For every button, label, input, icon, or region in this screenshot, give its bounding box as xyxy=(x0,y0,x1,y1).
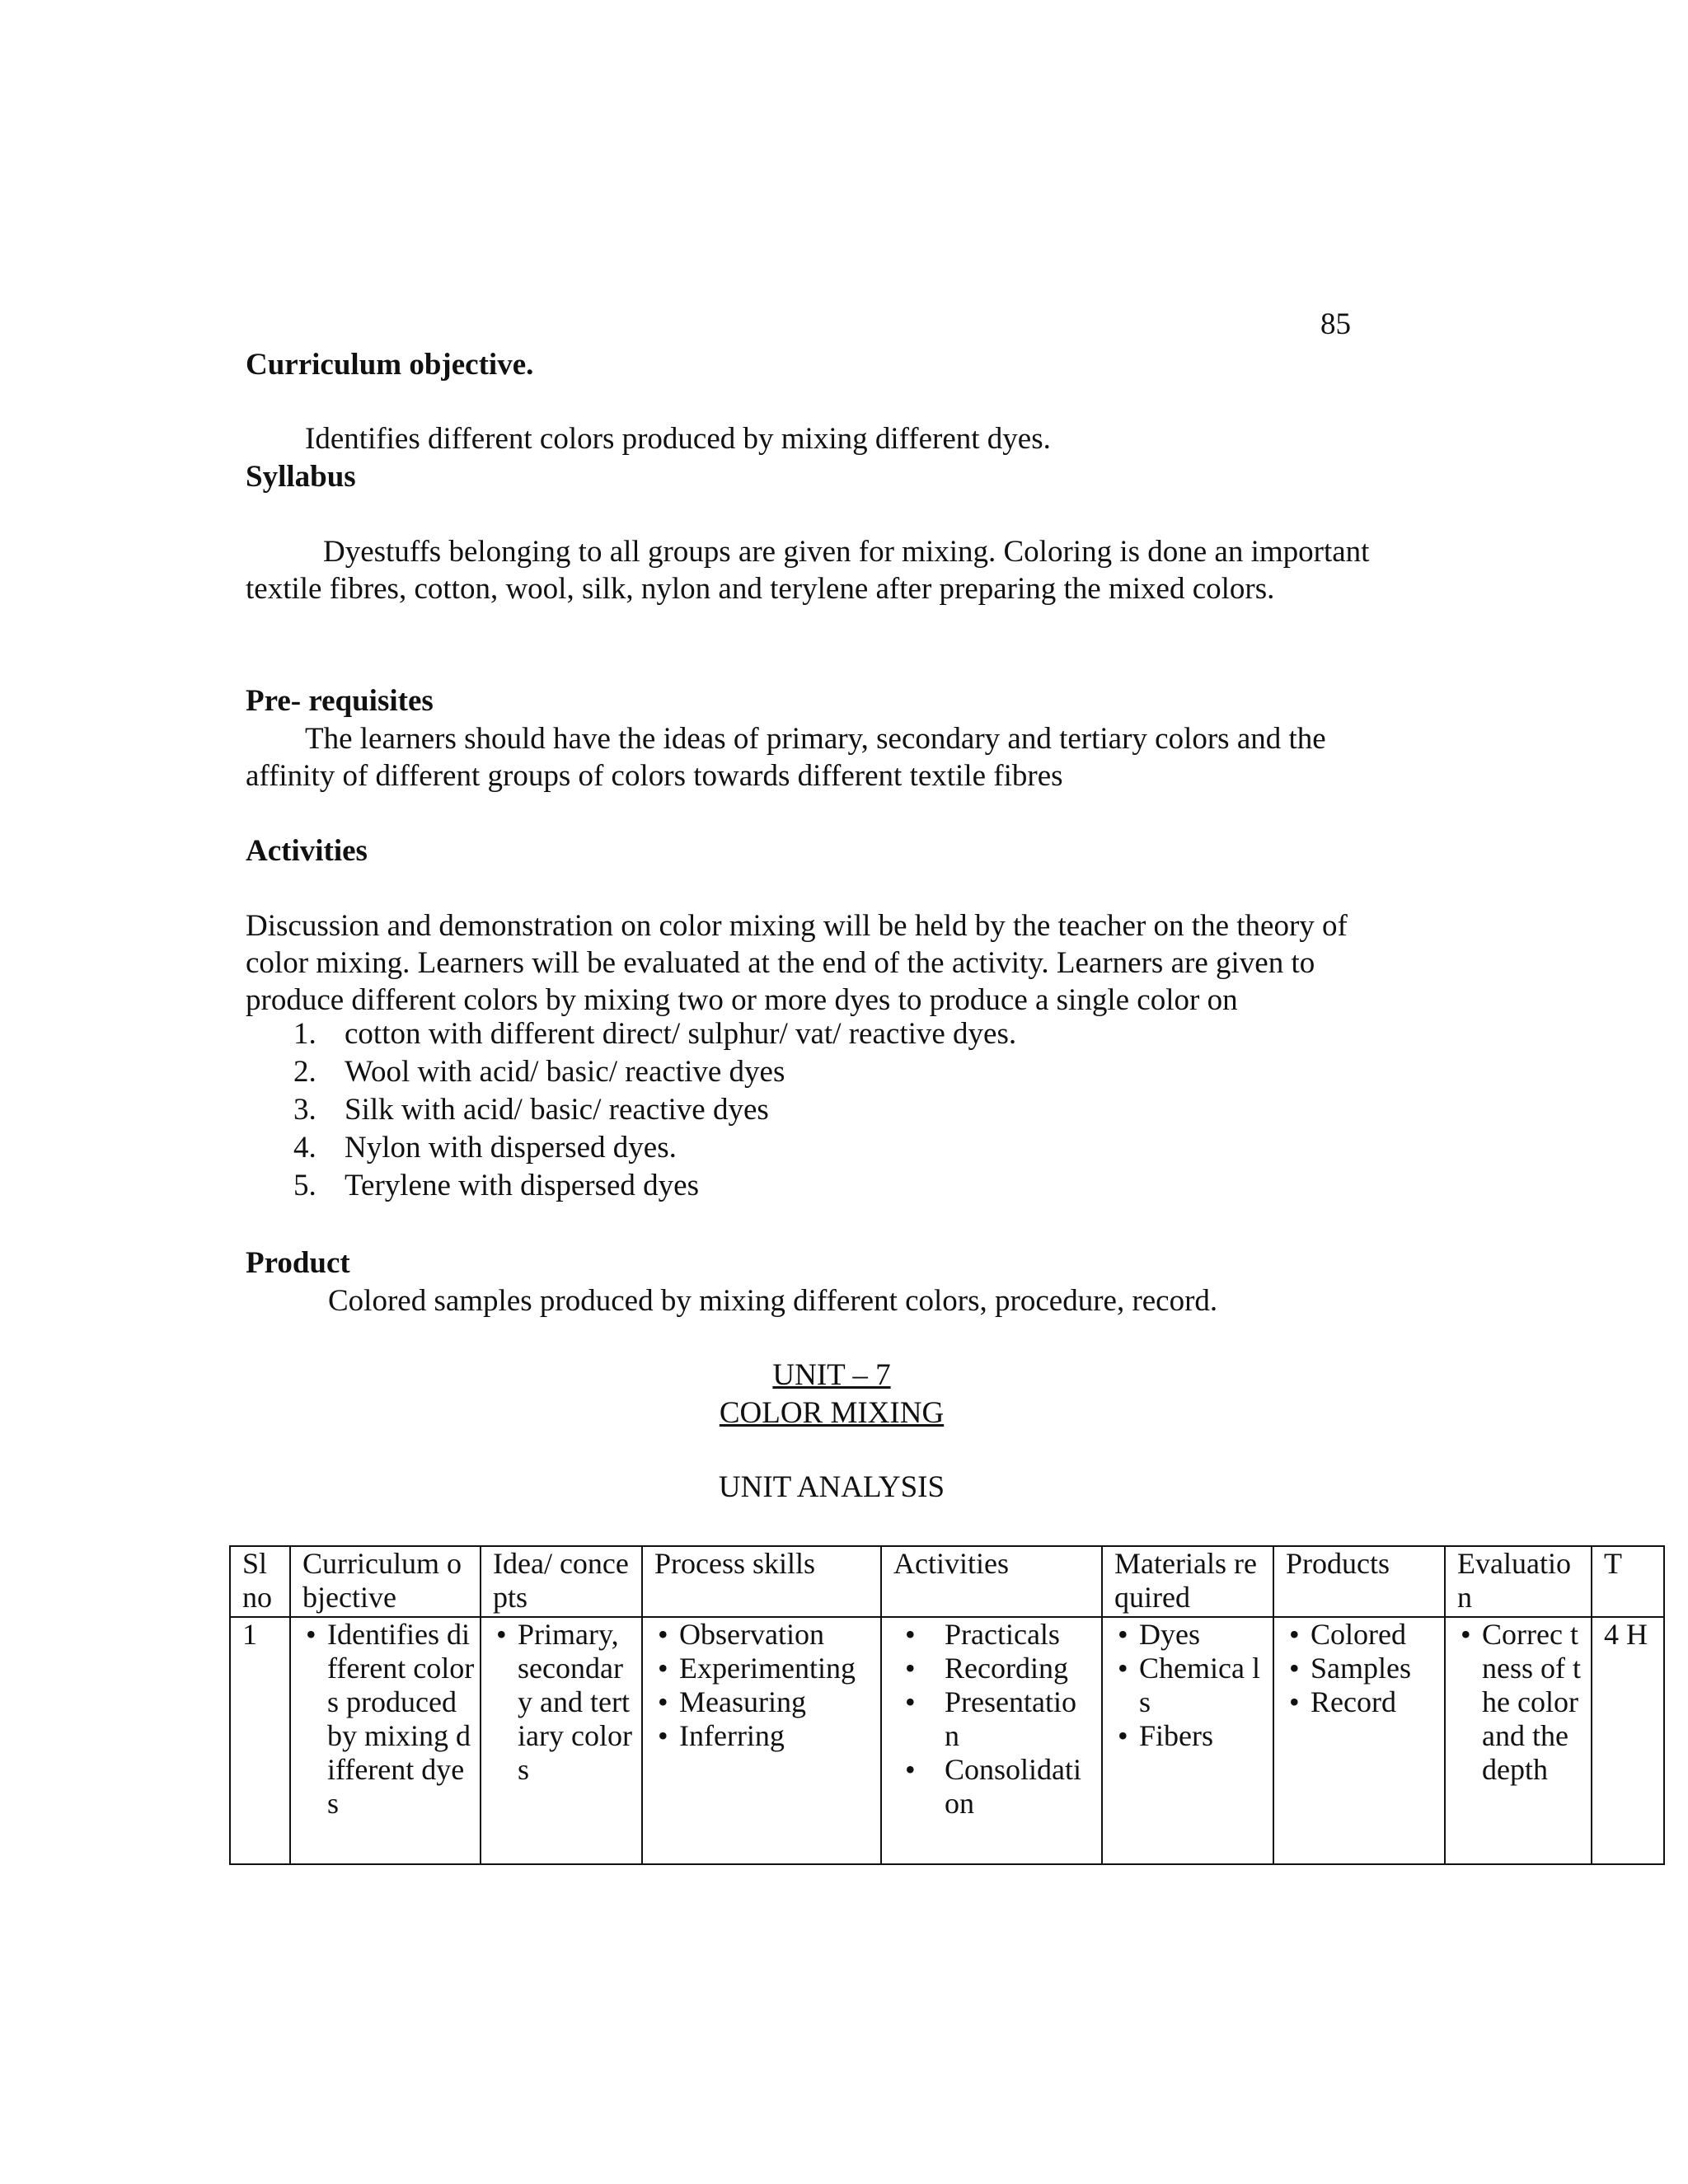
header-products: Products xyxy=(1273,1546,1445,1617)
table-row xyxy=(230,1617,1664,1864)
cell-sl-no: 1 xyxy=(230,1617,290,1864)
list-item: • Primary, secondar y and tertiary colors xyxy=(493,1618,636,1787)
unit-analysis-title: UNIT ANALYSIS xyxy=(718,1470,945,1504)
list-item: • Fibers xyxy=(1114,1719,1268,1753)
curriculum-objective-text: Identifies different colors produced by mixing different dyes. xyxy=(305,422,1051,456)
activities-list xyxy=(246,1015,1016,1205)
unit-title xyxy=(0,1394,1663,1432)
list-item: • Recording xyxy=(893,1652,1096,1685)
activities-text: Discussion and demonstration on color mixing will be held by the teacher on the theory of color mixing. Learners will be evaluated at the end of the activity. Learners are given to produce different colors by mixing two or more dyes to produce a single color on xyxy=(246,909,1348,1017)
list-item: • Samples xyxy=(1286,1652,1439,1685)
list-item: • Record xyxy=(1286,1685,1439,1719)
prerequisites-text: The learners should have the ideas of primary, secondary and tertiary colors and the affinity of different groups of colors towards different textile fibres xyxy=(246,722,1326,793)
list-item: • Experimenting xyxy=(654,1652,875,1685)
list-item xyxy=(246,1015,1016,1053)
cell-idea-concepts xyxy=(481,1617,642,1864)
cell-curriculum-objective xyxy=(290,1617,481,1864)
cell-materials-required xyxy=(1102,1617,1273,1864)
unit-analysis-table-wrapper xyxy=(229,1545,1648,1867)
list-item-number: 3. xyxy=(293,1093,316,1127)
unit-title-text: COLOR MIXING xyxy=(719,1396,945,1430)
header-time: T xyxy=(1592,1546,1664,1617)
header-activities: Activities xyxy=(881,1546,1102,1617)
list-item xyxy=(246,1091,1016,1129)
list-item-number: 5. xyxy=(293,1169,316,1202)
cell-process-skills xyxy=(642,1617,881,1864)
list-item: • Consolidati on xyxy=(893,1753,1096,1821)
syllabus-heading: Syllabus xyxy=(246,460,356,494)
curriculum-objective-heading: Curriculum objective. xyxy=(246,348,534,382)
list-item: • Observation xyxy=(654,1618,875,1652)
cell-evaluation xyxy=(1445,1617,1592,1864)
list-item-text: Terylene with dispersed dyes xyxy=(345,1169,699,1202)
unit-number xyxy=(0,1357,1663,1394)
list-item xyxy=(246,1167,1016,1205)
header-curriculum-objective: Curriculum objective xyxy=(290,1546,481,1617)
list-item-text: cotton with different direct/ sulphur/ vat/ reactive dyes. xyxy=(345,1017,1017,1051)
list-item: • Practicals xyxy=(893,1618,1096,1652)
list-item-number: 1. xyxy=(293,1017,316,1051)
product-text: Colored samples produced by mixing different colors, procedure, record. xyxy=(328,1284,1218,1318)
list-item: • Identifies different colors produced by mixing different dyes xyxy=(302,1618,475,1821)
cell-time: 4 H xyxy=(1592,1617,1664,1864)
unit-number-text: UNIT – 7 xyxy=(772,1358,891,1392)
list-item: • Presentatio n xyxy=(893,1685,1096,1753)
list-item: • Dyes xyxy=(1114,1618,1268,1652)
header-process-skills: Process skills xyxy=(642,1546,881,1617)
cell-activities xyxy=(881,1617,1102,1864)
list-item-text: Wool with acid/ basic/ reactive dyes xyxy=(345,1055,785,1089)
table-header-row xyxy=(230,1546,1664,1617)
prerequisites-heading: Pre- requisites xyxy=(246,684,434,718)
syllabus-text: Dyestuffs belonging to all groups are given for mixing. Coloring is done an important textile fibres, cotton, wool, silk, nylon and terylene after preparing the mixed colors. xyxy=(246,535,1370,606)
cell-products xyxy=(1273,1617,1445,1864)
page-number: 85 xyxy=(1320,307,1351,341)
list-item-number: 2. xyxy=(293,1055,316,1089)
list-item: • Inferring xyxy=(654,1719,875,1753)
list-item: • Colored xyxy=(1286,1618,1439,1652)
activities-heading: Activities xyxy=(246,834,368,868)
list-item: • Chemica ls xyxy=(1114,1652,1268,1719)
header-materials-required: Materials required xyxy=(1102,1546,1273,1617)
unit-analysis-table xyxy=(229,1545,1665,1865)
list-item-number: 4. xyxy=(293,1131,316,1165)
list-item xyxy=(246,1129,1016,1167)
header-evaluation: Evaluatio n xyxy=(1445,1546,1592,1617)
list-item: • Measuring xyxy=(654,1685,875,1719)
product-heading: Product xyxy=(246,1246,350,1280)
header-sl-no: Sl no xyxy=(230,1546,290,1617)
header-idea-concepts: Idea/ concepts xyxy=(481,1546,642,1617)
list-item-text: Nylon with dispersed dyes. xyxy=(345,1131,677,1165)
list-item-text: Silk with acid/ basic/ reactive dyes xyxy=(345,1093,769,1127)
list-item: • Correc tness of the color and the depth xyxy=(1457,1618,1586,1787)
list-item xyxy=(246,1053,1016,1091)
